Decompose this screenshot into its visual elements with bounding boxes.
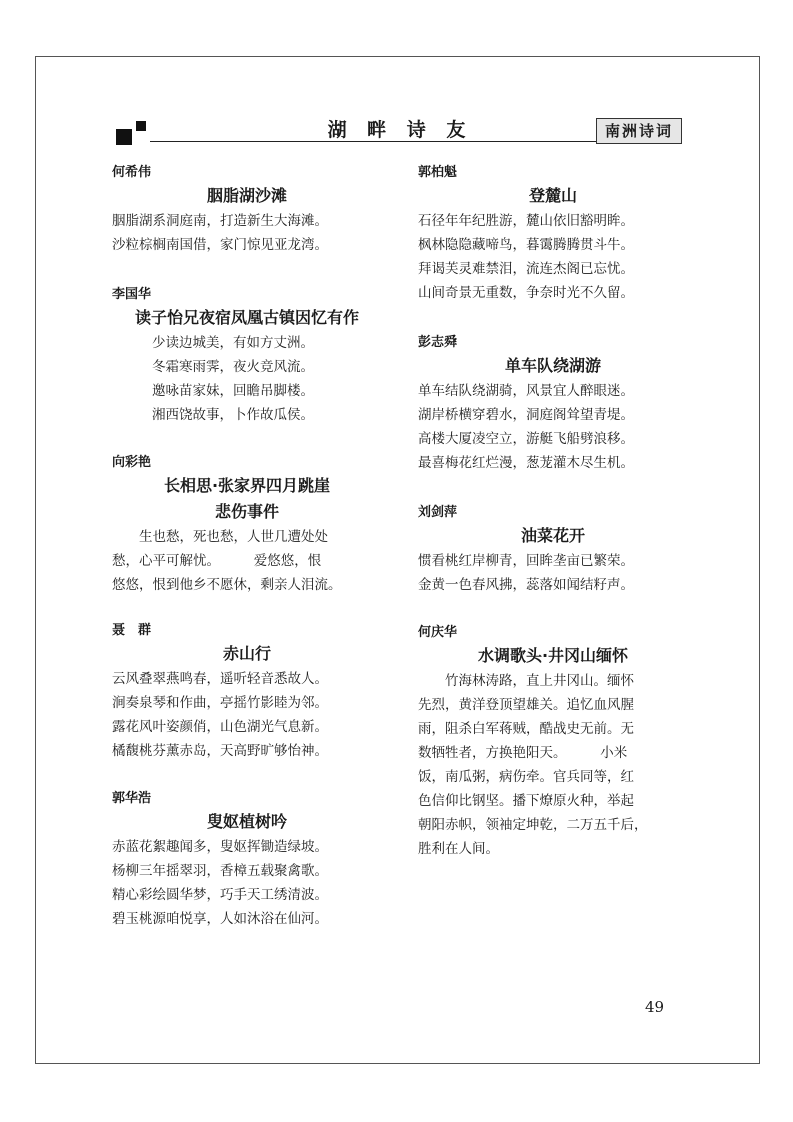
poem-author: 郭柏魁 — [418, 165, 458, 180]
poem-line: 邀咏苗家妹，回瞻吊脚楼。 — [152, 383, 314, 399]
poem-block — [418, 503, 688, 597]
poem-line: 露花风叶姿颜俏，山色湖光气息新。 — [112, 719, 328, 735]
poem-line: 雨，阻杀白军蒋贼，酷战史无前。无 — [418, 721, 634, 737]
poem-line: 生也愁，死也愁，人世几遭处处 — [112, 529, 328, 545]
poem-line: 湖岸桥横穿碧水，洞庭阁耸望青堤。 — [418, 407, 634, 423]
poem-author: 何希伟 — [112, 165, 152, 180]
poem-author: 向彩艳 — [112, 455, 152, 470]
poem-title: 叟妪植树吟 — [206, 812, 287, 831]
poem-line: 橘馥桃芬薰赤岛，天高野旷够怡神。 — [112, 743, 328, 759]
poem-line: 赤蓝花絮趣闻多，叟妪挥锄造绿坡。 — [112, 839, 328, 855]
poem-line: 朝阳赤帜，领袖定坤乾，二万五千后， — [418, 817, 648, 833]
poem-title: 赤山行 — [222, 644, 271, 663]
poem-line: 单车结队绕湖骑，风景宜人醉眼迷。 — [418, 383, 634, 399]
page-number: 49 — [645, 998, 665, 1016]
poem-title: 长相思·张家界四月跳崖 — [163, 476, 331, 495]
right-column — [418, 163, 688, 861]
poem-title: 登麓山 — [528, 186, 577, 205]
poem-line: 山间奇景无重数，争奈时光不久留。 — [418, 285, 634, 301]
poem-title: 油菜花开 — [520, 526, 585, 545]
poem-line: 精心彩绘圆华梦，巧手天工绣清波。 — [112, 887, 328, 903]
poem-line: 拜谒芙灵难禁泪，流连杰阁已忘忧。 — [418, 261, 634, 277]
poem-line: 色信仰比钢坚。播下燎原火种，举起 — [418, 793, 634, 809]
poem-author: 李国华 — [112, 287, 152, 302]
poem-block — [418, 333, 688, 475]
poem-line: 胜利在人间。 — [418, 841, 499, 857]
poem-title: 胭脂湖沙滩 — [206, 186, 287, 205]
poem-line: 愁，心平可解忧。 爱悠悠，恨 — [112, 553, 322, 569]
poem-line: 饭，南瓜粥，病伤牵。官兵同等，红 — [418, 769, 634, 785]
poem-line: 金黄一色春风拂，蕊落如闻结籽声。 — [418, 577, 634, 593]
poem-line: 碧玉桃源咱悦享，人如沐浴在仙河。 — [112, 911, 328, 927]
poem-line: 胭脂湖系洞庭南，打造新生大海滩。 — [112, 213, 328, 229]
poem-block — [112, 453, 382, 597]
header-small-square-icon — [136, 121, 146, 131]
poem-title: 读子怡兄夜宿凤凰古镇因忆有作 — [134, 308, 359, 327]
poem-line: 高楼大厦凌空立，游艇飞船劈浪移。 — [418, 431, 634, 447]
section-title: 湖 畔 诗 友 — [327, 119, 473, 141]
poem-block — [112, 789, 382, 931]
poem-author: 刘剑萍 — [418, 505, 458, 520]
header-square-icon — [116, 129, 132, 145]
poem-line: 数牺牲者，方换艳阳天。 小米 — [418, 745, 628, 761]
poem-block — [112, 285, 382, 427]
poem-block — [418, 163, 688, 305]
poem-line: 沙粒棕榈南国借，家门惊见亚龙湾。 — [112, 237, 328, 253]
poem-author: 何庆华 — [418, 625, 458, 640]
poem-line: 竹海林涛路，直上井冈山。缅怀 — [418, 673, 634, 689]
poem-title: 单车队绕湖游 — [504, 356, 601, 375]
poem-line: 惯看桃红岸柳青，回眸垄亩已繁荣。 — [418, 553, 634, 569]
poem-author: 郭华浩 — [112, 791, 152, 806]
poem-line: 石径年年纪胜游，麓山依旧豁明眸。 — [418, 213, 634, 229]
poem-line: 枫林隐隐藏啼鸟，暮霭腾腾贯斗牛。 — [418, 237, 634, 253]
left-column — [112, 163, 382, 931]
poem-line: 涧奏泉琴和作曲，亭摇竹影睦为邻。 — [112, 695, 328, 711]
poem-block — [418, 623, 688, 861]
poem-author: 彭志舜 — [418, 335, 458, 350]
poem-line: 冬霜寒雨霁，夜火竞风流。 — [152, 359, 314, 375]
poem-line: 悠悠，恨到他乡不愿休，剩亲人泪流。 — [112, 577, 342, 593]
poem-line: 少读边城美，有如方丈洲。 — [152, 335, 314, 351]
poem-author: 聂 群 — [112, 623, 152, 638]
column-tag: 南洲诗词 — [596, 118, 682, 144]
poem-line: 最喜梅花红烂漫，葱茏灌木尽生机。 — [418, 455, 634, 471]
poem-block — [112, 621, 382, 763]
poem-line: 云风叠翠燕鸣春，遥听轻音悉故人。 — [112, 671, 328, 687]
poem-line: 湘西饶故事，卜作故瓜侯。 — [152, 407, 314, 423]
poem-block — [112, 163, 382, 257]
poem-line: 杨柳三年摇翠羽，香樟五载聚禽歌。 — [112, 863, 328, 879]
poem-line: 先烈，黄洋登顶望雄关。追忆血风腥 — [418, 697, 634, 713]
poem-title: 水调歌头·井冈山缅怀 — [477, 646, 629, 665]
poem-title: 悲伤事件 — [214, 502, 279, 521]
